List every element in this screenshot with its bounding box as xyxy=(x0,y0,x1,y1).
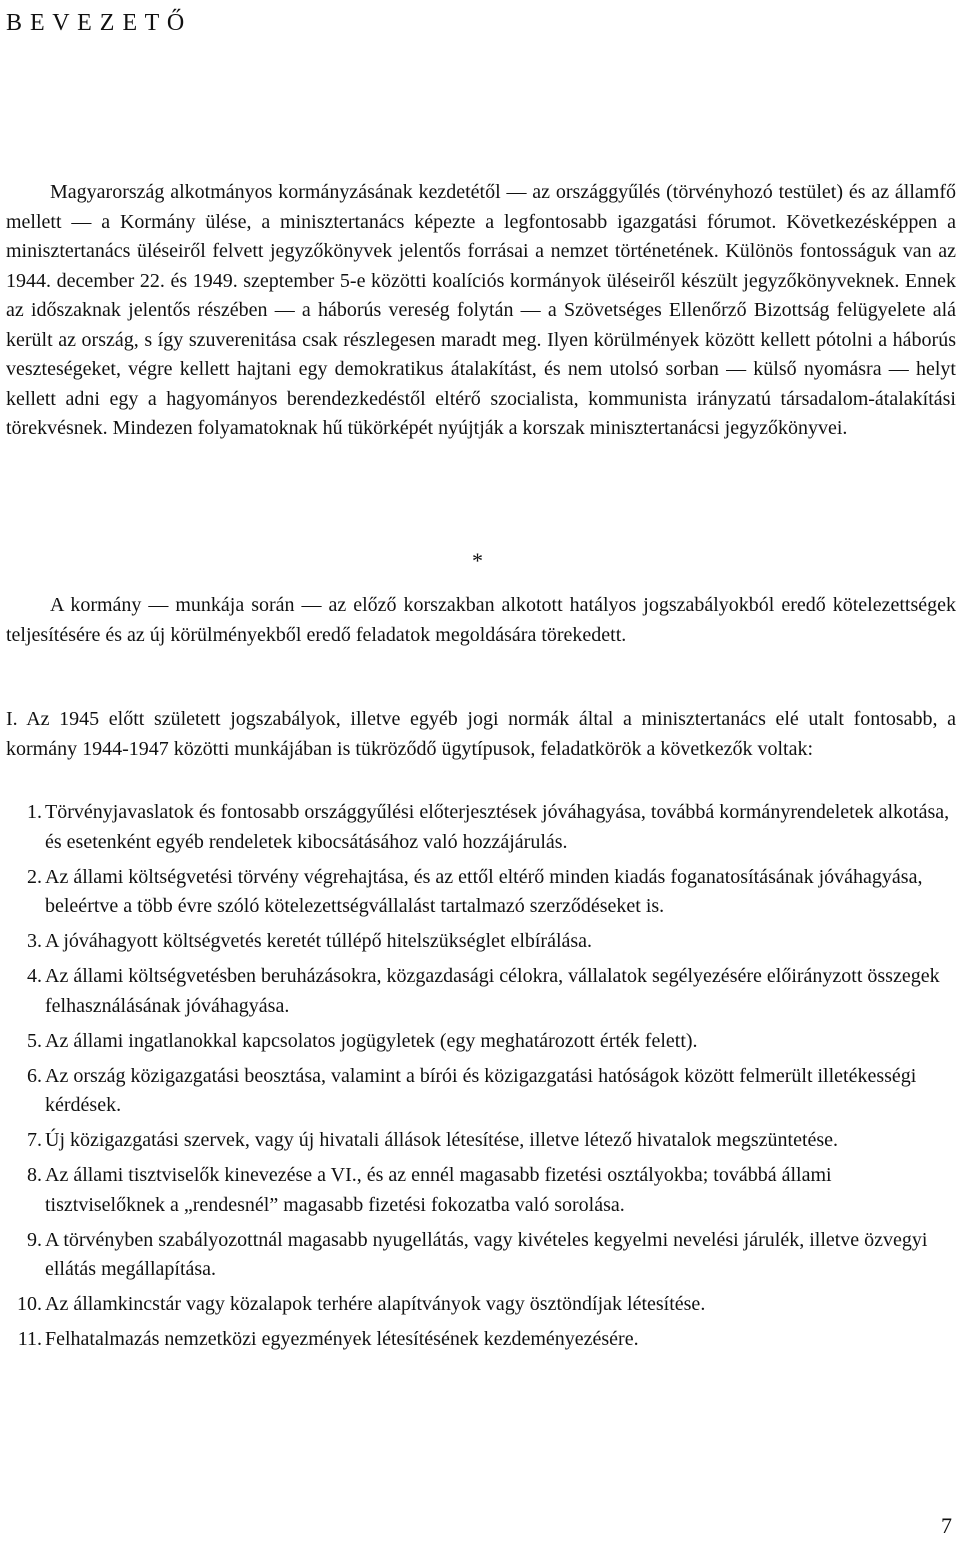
list-item-number: 6. xyxy=(27,1064,42,1087)
list-item-text: Törvényjavaslatok és fontosabb országgyűlési előterjesztések jóváhagyása, továbbá kormányrendeletek alkotása, és esetenként egyéb rendeletek kibocsátásához való hozzájárulás. xyxy=(45,801,950,853)
list-item-text: Új közigazgatási szervek, vagy új hivatali állások létesítése, illetve létező hivatalok megszüntetése. xyxy=(45,1129,839,1151)
list-item-text: A jóváhagyott költségvetés keretét túllépő hitelszükséglet elbírálása. xyxy=(45,930,593,952)
list-item xyxy=(6,1062,956,1121)
list-item xyxy=(6,1126,956,1156)
list-item-number: 1. xyxy=(27,801,42,823)
list-item-text: Az állami költségvetésben beruházásokra, közgazdasági célokra, vállalatok segélyezésére előirányzott összegek felhasználásának jóváhagyása. xyxy=(45,965,940,1017)
list-item xyxy=(6,1290,956,1320)
list-item-text: Felhatalmazás nemzetközi egyezmények létesítésének kezdeményezésére. xyxy=(45,1328,639,1350)
list-item xyxy=(6,1226,956,1285)
page-number: 7 xyxy=(941,1513,952,1538)
paragraph-government-work: A kormány — munkája során — az előző korszakban alkotott hatályos jogszabályokból eredő kötelezettségek teljesítésére és az új körülményekből eredő feladatok megoldására törekedett. xyxy=(6,594,956,646)
list-item-number: 8. xyxy=(27,1164,42,1186)
paragraph-case-types: I. Az 1945 előtt született jogszabályok, illetve egyéb jogi normák által a minisztertanács elé utalt fontosabb, a kormány 1944-1947 közötti munkájában is tükröződő ügytípusok, feladatkörök a következők voltak: xyxy=(6,708,956,760)
list-item-number: 5. xyxy=(27,1029,42,1052)
list-item-number: 7. xyxy=(27,1129,42,1151)
list-item-text: Az állami tisztviselők kinevezése a VI., és az ennél magasabb fizetési osztályokba; továbbá állami tisztviselőknek a „rendesnél” magasabb fizetési fokozatba való sorolása. xyxy=(45,1164,832,1216)
list-item-text: Az államkincstár vagy közalapok terhére alapítványok vagy ösztöndíjak létesítése. xyxy=(45,1293,706,1315)
page-title: B E V E Z E T Ő xyxy=(6,10,186,36)
intro-paragraph: Magyarország alkotmányos kormányzásának kezdetétől — az országgyűlés (törvényhozó testület) és az államfő mellett — a Kormány ülése, a minisztertanács képezte a legfontosabb igazgatási fórumot. Következésképpen a minisztertanács üléseiről felvett jegyzőkönyvek jelentős forrásai a nemzet történetének. Különös fontosságuk van az 1944. december 22. és 1949. szeptember 5-e közötti koalíciós kormányok üléseiről készült jegyzőkönyveknek. Ennek az időszaknak jelentős részében — a háborús vereség folytán — a Szövetséges Ellenőrző Bizottság felügyelete alá került az ország, s így szuverenitása csak részlegesen maradt meg. Ilyen körülmények között kellett pótolni a háborús veszteségeket, végre kellett hajtani egy demokratikus átalakítást, és nem utolsó sorban — külső nyomásra — helyt kellett adni egy a hagyományos berendezkedéstől eltérő szocialista, kommunista irányzatú társadalom-átalakítási törekvésnek. Mindezen folyamatoknak hű tükörképét nyújtják a korszak minisztertanácsi jegyzőkönyvei. xyxy=(6,181,956,439)
list-item-number: 10. xyxy=(17,1293,42,1315)
list-item xyxy=(6,962,956,1021)
document-page xyxy=(6,0,956,1350)
list-item xyxy=(6,1325,956,1355)
case-type-list xyxy=(6,798,956,1360)
list-item-number: 4. xyxy=(27,965,42,987)
list-item-text: Az állami ingatlanokkal kapcsolatos jogügyletek (egy meghatározott érték felett). xyxy=(45,1029,698,1052)
list-item xyxy=(6,798,956,857)
list-item-text: A törvényben szabályozottnál magasabb nyugellátás, vagy kivételes kegyelmi nevelési járulék, illetve özvegyi ellátás megállapítása. xyxy=(45,1228,928,1280)
list-item xyxy=(6,863,956,922)
list-item-text: Az állami költségvetési törvény végrehajtása, és az ettől eltérő minden kiadás foganatosításának jóváhagyása, beleértve a több évre szóló kötelezettségvállalást tartalmazó szerződéseket is. xyxy=(45,865,923,917)
list-item xyxy=(6,1161,956,1220)
list-item-number: 3. xyxy=(27,930,42,952)
section-separator: * xyxy=(472,548,483,573)
list-item-text: Az ország közigazgatási beosztása, valamint a bírói és közigazgatási hatóságok között felmerült illetékességi kérdések. xyxy=(45,1064,917,1116)
list-item-number: 9. xyxy=(27,1228,42,1251)
list-item xyxy=(6,927,956,957)
list-item xyxy=(6,1027,956,1057)
list-item-number: 2. xyxy=(27,865,42,888)
list-item-number: 11. xyxy=(17,1328,42,1350)
